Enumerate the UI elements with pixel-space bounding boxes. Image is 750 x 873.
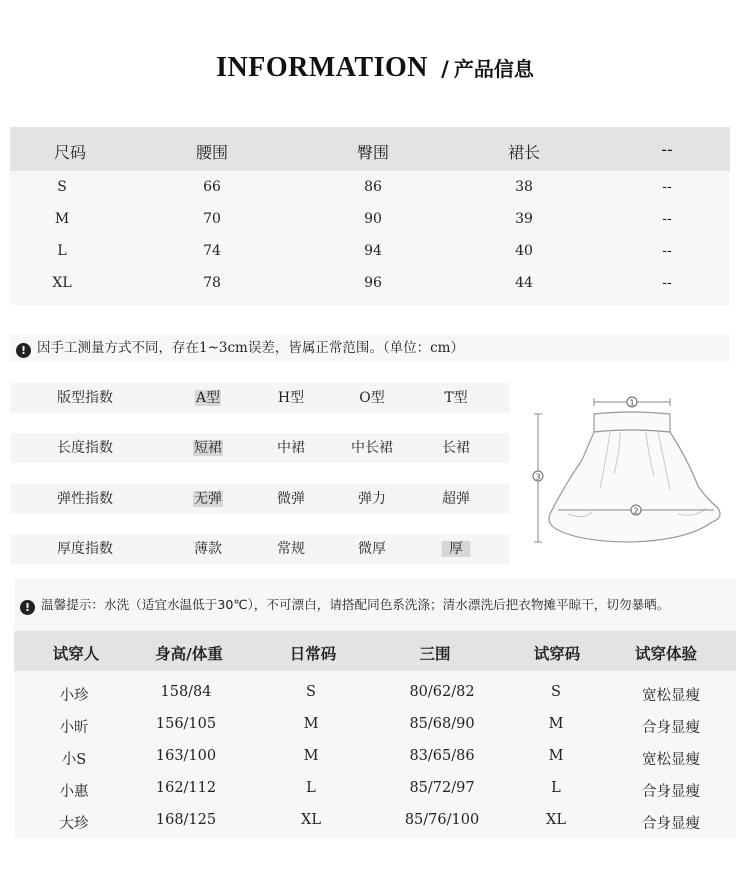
table-cell: 小昕 bbox=[59, 720, 89, 736]
table-cell: 158/84 bbox=[160, 684, 212, 700]
index-option-selected: A型 bbox=[195, 390, 221, 406]
size-header-length: 裙长 bbox=[507, 143, 540, 162]
index-row-elasticity bbox=[10, 484, 510, 514]
table-cell: 合身显瘦 bbox=[642, 784, 700, 800]
table-cell: 66 bbox=[203, 179, 221, 195]
table-row bbox=[10, 267, 730, 305]
table-cell: 合身显瘦 bbox=[642, 816, 700, 832]
index-option: 中裙 bbox=[277, 440, 305, 456]
try-on-table-header bbox=[14, 631, 736, 671]
table-cell: XL bbox=[52, 275, 72, 291]
index-option: T型 bbox=[444, 390, 468, 406]
try-header-try-size: 试穿码 bbox=[533, 645, 581, 663]
page-title bbox=[0, 52, 750, 84]
title-chinese: 产品信息 bbox=[453, 57, 534, 81]
table-cell: 80/62/82 bbox=[409, 684, 475, 700]
table-cell: M bbox=[303, 716, 319, 732]
index-label: 厚度指数 bbox=[57, 541, 113, 557]
size-table bbox=[10, 127, 730, 305]
table-cell: 38 bbox=[515, 179, 533, 195]
table-cell: 40 bbox=[515, 243, 533, 259]
index-option: 中长裙 bbox=[351, 440, 393, 456]
table-cell: 74 bbox=[203, 243, 221, 259]
table-cell: -- bbox=[662, 211, 672, 227]
table-cell: 小惠 bbox=[59, 784, 89, 800]
care-note bbox=[14, 579, 736, 631]
index-option: 微厚 bbox=[358, 541, 386, 557]
table-row bbox=[10, 203, 730, 235]
try-on-table bbox=[14, 631, 736, 839]
table-cell: S bbox=[306, 684, 316, 700]
index-option-selected: 厚 bbox=[442, 541, 471, 557]
index-option: 常规 bbox=[277, 541, 305, 557]
size-header-hip: 臀围 bbox=[356, 143, 389, 162]
table-cell: 39 bbox=[515, 211, 533, 227]
table-cell: 83/65/86 bbox=[409, 748, 475, 764]
index-row-length bbox=[10, 433, 510, 463]
index-label: 弹性指数 bbox=[57, 491, 113, 507]
warning-icon: ! bbox=[20, 600, 35, 615]
table-cell: 78 bbox=[203, 275, 221, 291]
warning-icon: ! bbox=[16, 343, 31, 358]
index-option: 微弹 bbox=[277, 491, 305, 507]
table-cell: 合身显瘦 bbox=[642, 720, 700, 736]
index-option: 超弹 bbox=[442, 491, 470, 507]
try-header-height-weight: 身高/体重 bbox=[155, 645, 223, 663]
index-option: H型 bbox=[277, 390, 305, 406]
size-header-extra: -- bbox=[661, 140, 673, 159]
care-note-text: 温馨提示：水洗（适宜水温低于30℃），不可漂白，请搭配同色系洗涤；清水漂洗后把衣物摊平晾干，切勿暴晒。 bbox=[41, 597, 670, 612]
table-cell: 168/125 bbox=[155, 812, 217, 828]
marker-label: 3 bbox=[535, 472, 541, 482]
index-option: 薄款 bbox=[194, 541, 222, 557]
index-option-selected: 无弹 bbox=[194, 491, 222, 507]
table-cell: 85/68/90 bbox=[409, 716, 475, 732]
table-row bbox=[10, 235, 730, 267]
table-cell: 94 bbox=[364, 243, 382, 259]
table-cell: M bbox=[54, 211, 70, 227]
table-cell: S bbox=[57, 179, 67, 195]
table-cell: 156/105 bbox=[155, 716, 217, 732]
index-option: O型 bbox=[359, 390, 385, 406]
index-row-fit bbox=[10, 383, 510, 413]
index-option-selected: 短裙 bbox=[194, 440, 222, 456]
size-table-header bbox=[10, 127, 730, 171]
index-option: 长裙 bbox=[442, 440, 470, 456]
table-cell: S bbox=[551, 684, 561, 700]
try-header-experience: 试穿体验 bbox=[634, 645, 698, 663]
table-cell: 85/76/100 bbox=[404, 812, 480, 828]
title-english: INFORMATION bbox=[216, 52, 428, 83]
table-cell: 小S bbox=[61, 752, 87, 768]
try-header-person: 试穿人 bbox=[52, 645, 100, 663]
table-cell: L bbox=[551, 780, 561, 796]
table-cell: 大珍 bbox=[59, 816, 89, 832]
table-cell: 70 bbox=[203, 211, 221, 227]
table-cell: M bbox=[548, 716, 564, 732]
try-header-daily-size: 日常码 bbox=[289, 645, 337, 663]
size-header-size: 尺码 bbox=[53, 143, 86, 162]
table-cell: L bbox=[57, 243, 67, 259]
table-row bbox=[10, 171, 730, 203]
table-cell: XL bbox=[301, 812, 321, 828]
table-cell: 小珍 bbox=[59, 688, 89, 704]
measurement-note bbox=[10, 334, 730, 362]
marker-label: 1 bbox=[629, 398, 635, 408]
table-cell: XL bbox=[546, 812, 566, 828]
table-cell: 宽松显瘦 bbox=[642, 688, 700, 704]
table-cell: -- bbox=[662, 243, 672, 259]
table-cell: -- bbox=[662, 179, 672, 195]
measurement-note-text: 因手工测量方式不同，存在1~3cm误差，皆属正常范围。（单位：cm） bbox=[37, 340, 464, 356]
table-cell: 162/112 bbox=[155, 780, 217, 796]
index-label: 长度指数 bbox=[57, 440, 113, 456]
table-cell: 44 bbox=[515, 275, 533, 291]
table-cell: M bbox=[303, 748, 319, 764]
table-cell: 宽松显瘦 bbox=[642, 752, 700, 768]
try-header-measurements: 三围 bbox=[419, 645, 451, 663]
index-option: 弹力 bbox=[358, 491, 386, 507]
table-cell: 85/72/97 bbox=[409, 780, 475, 796]
table-cell: 90 bbox=[364, 211, 382, 227]
skirt-measurement-diagram-icon bbox=[528, 390, 733, 550]
table-cell: 163/100 bbox=[155, 748, 217, 764]
table-cell: 96 bbox=[364, 275, 382, 291]
table-cell: L bbox=[306, 780, 316, 796]
size-header-waist: 腰围 bbox=[195, 143, 228, 162]
table-cell: 86 bbox=[364, 179, 382, 195]
index-label: 版型指数 bbox=[57, 390, 113, 406]
index-row-thickness bbox=[10, 534, 510, 564]
marker-label: 2 bbox=[633, 506, 639, 516]
title-separator: / bbox=[441, 57, 449, 81]
table-cell: -- bbox=[662, 275, 672, 291]
table-cell: M bbox=[548, 748, 564, 764]
